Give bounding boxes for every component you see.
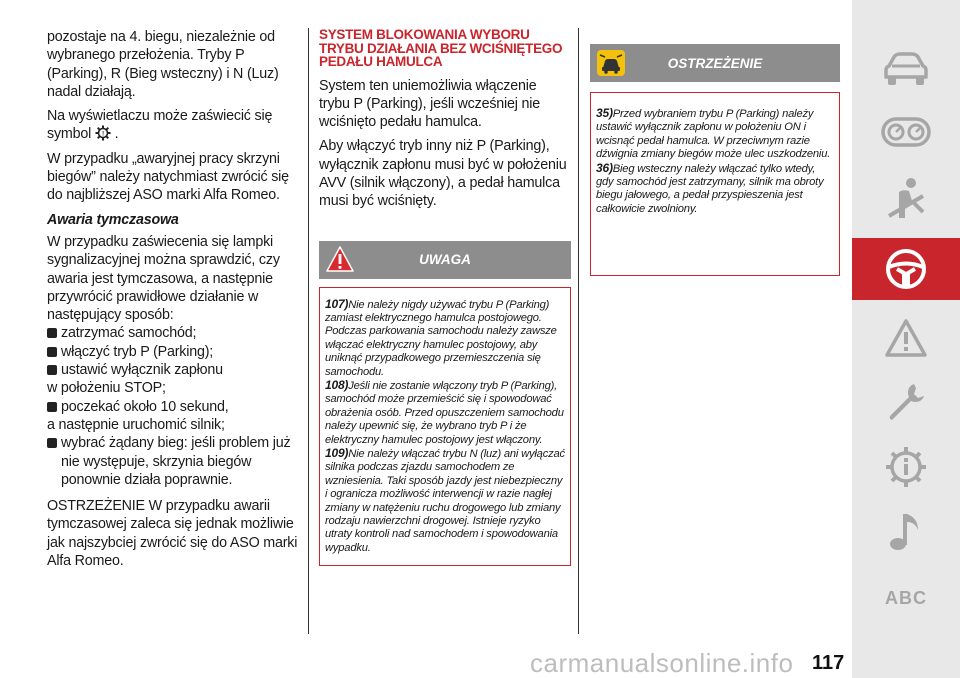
caution-header: UWAGA — [319, 241, 571, 279]
caution-block — [319, 241, 571, 567]
paragraph: OSTRZEŻENIE W przypadku awarii tymczasowej zaleca się jednak możliwie jak najszybciej zwrócić się do ASO marki Alfa Romeo. — [47, 498, 298, 570]
column-divider — [308, 28, 309, 634]
sidebar-item-driving[interactable] — [852, 238, 960, 300]
bullet-square-icon — [47, 328, 57, 338]
watermark: carmanualsonline.info — [530, 648, 794, 678]
sidebar-item-emergency[interactable] — [852, 308, 960, 368]
sidebar-item-safety[interactable] — [852, 168, 960, 230]
warning-triangle-icon — [325, 245, 355, 276]
sidebar-item-dashboard[interactable] — [852, 102, 960, 162]
bullet-square-icon — [47, 402, 57, 412]
bullet-square-icon — [47, 365, 57, 375]
seatbelt-person-icon — [883, 176, 929, 222]
sidebar-item-technical-data[interactable] — [852, 436, 960, 498]
column-left — [47, 28, 299, 576]
paragraph-symbol: Na wyświetlaczu może zaświecić się symbol ! . — [47, 108, 273, 143]
page-number: 117 — [812, 652, 845, 674]
list-item: wybrać żądany bieg: jeśli problem już nie występuje, skrzynia biegów ponownie działa poprawnie. — [47, 434, 299, 489]
list-item: poczekać około 10 sekund, — [47, 398, 299, 416]
column-divider — [578, 28, 579, 634]
music-note-icon — [886, 510, 926, 554]
steering-wheel-icon — [884, 247, 928, 291]
note-item: 107)Nie należy nigdy używać trybu P (Parking) zamiast elektrycznego hamulca postojowego. Podczas parkowania samochodu należy zawsze włączać elektryczny hamulec postojowy, aby uniknąć przypadkowego przemieszczenia się samochodu. — [325, 296, 557, 378]
warning-header: OSTRZEŻENIE — [590, 44, 840, 82]
bullet-square-icon — [47, 438, 57, 448]
car-warning-icon — [596, 49, 626, 80]
gearbox-fault-icon — [95, 125, 111, 141]
sidebar-item-index[interactable] — [852, 580, 960, 616]
paragraph: Aby włączyć tryb inny niż P (Parking), wyłącznik zapłonu musi być w położeniu AVV (silnik włączony), a pedał hamulca musi być wciśnięty. — [319, 138, 567, 210]
note-item: 109)Nie należy włączać trybu N (luz) ani wyłączać silnika podczas zjazdu samochodem ze wzniesienia. Taki sposób jazdy jest niebezpieczny i ogranicza możliwość interwencji w razie nagłej zmiany w natężeniu ruchu drogowego lub zmiany rodzaju nawierzchni drogowej. Istnieje ryzyko utraty kontroli nad samochodem i spowodowania wypadku. — [325, 446, 565, 554]
warning-block — [590, 44, 840, 276]
paragraph: W przypadku zaświecenia się lampki sygnalizacyjnej można sprawdzić, czy awaria jest tymczasowa, a następnie przywrócić prawidłowe działanie w następujący sposób: — [47, 233, 280, 324]
paragraph: pozostaje na 4. biegu, niezależnie od wybranego przełożenia. Tryby P (Parking), R (Bieg wsteczny) i N (Luz) nadal działają. — [47, 29, 279, 100]
column-middle — [319, 28, 571, 566]
note-item: 108)Jeśli nie zostanie włączony tryb P (Parking), samochód może przemieścić się i spowodować obrażenia osób. Przed opuszczeniem samochodu należy upewnić się, że wybrano tryb P i że elektryczny hamulec postojowy jest włączony. — [325, 378, 564, 446]
chapter-sidebar — [852, 0, 960, 678]
wrench-icon — [884, 380, 928, 424]
section-title: SYSTEM BLOKOWANIA WYBORU TRYBU DZIAŁANIA BEZ WCIŚNIĘTEGO PEDAŁU HAMULCA — [319, 27, 563, 69]
bullet-square-icon — [47, 347, 57, 357]
dashboard-icon — [881, 117, 931, 147]
list-item: zatrzymać samochód; — [47, 324, 299, 342]
sidebar-item-vehicle[interactable] — [852, 40, 960, 100]
list-item: ustawić wyłącznik zapłonu — [47, 361, 299, 379]
list-item-continuation: a następnie uruchomić silnik; — [47, 416, 225, 433]
paragraph: System ten uniemożliwia włączenie trybu P (Parking), jeśli wcześniej nie wciśnięto pedału hamulca. — [319, 77, 540, 131]
column-right — [590, 28, 840, 276]
section-body — [319, 77, 571, 211]
car-icon — [881, 51, 931, 89]
caution-box — [319, 287, 571, 567]
sidebar-item-maintenance[interactable] — [852, 372, 960, 432]
warning-triangle-icon — [884, 318, 928, 358]
note-item: 35)Przed wybraniem trybu P (Parking) należy ustawić wyłącznik zapłonu w położeniu ON i wcisnąć pedał hamulca. W przeciwnym razie dźwignia zmiany biegów może ulec uszkodzeniu. — [596, 106, 831, 161]
info-gear-icon — [884, 445, 928, 489]
note-item: 36)Bieg wsteczny należy włączać tylko wtedy, gdy samochód jest zatrzymany, silnik ma obroty biegu jałowego, a pedał przyspieszenia jest całkowicie zwolniony. — [596, 160, 824, 215]
list-item: włączyć tryb P (Parking); — [47, 343, 299, 361]
svg-text:!: ! — [101, 131, 104, 138]
subheading: Awaria tymczasowa — [47, 211, 179, 228]
list-item-continuation: w położeniu STOP; — [47, 380, 166, 397]
warning-box — [590, 92, 840, 276]
paragraph: W przypadku „awaryjnej pracy skrzyni biegów” należy natychmiast zwrócić się do najbliższej ASO marki Alfa Romeo. — [47, 150, 289, 204]
sidebar-item-multimedia[interactable] — [852, 502, 960, 562]
index-label: ABC — [885, 587, 927, 608]
